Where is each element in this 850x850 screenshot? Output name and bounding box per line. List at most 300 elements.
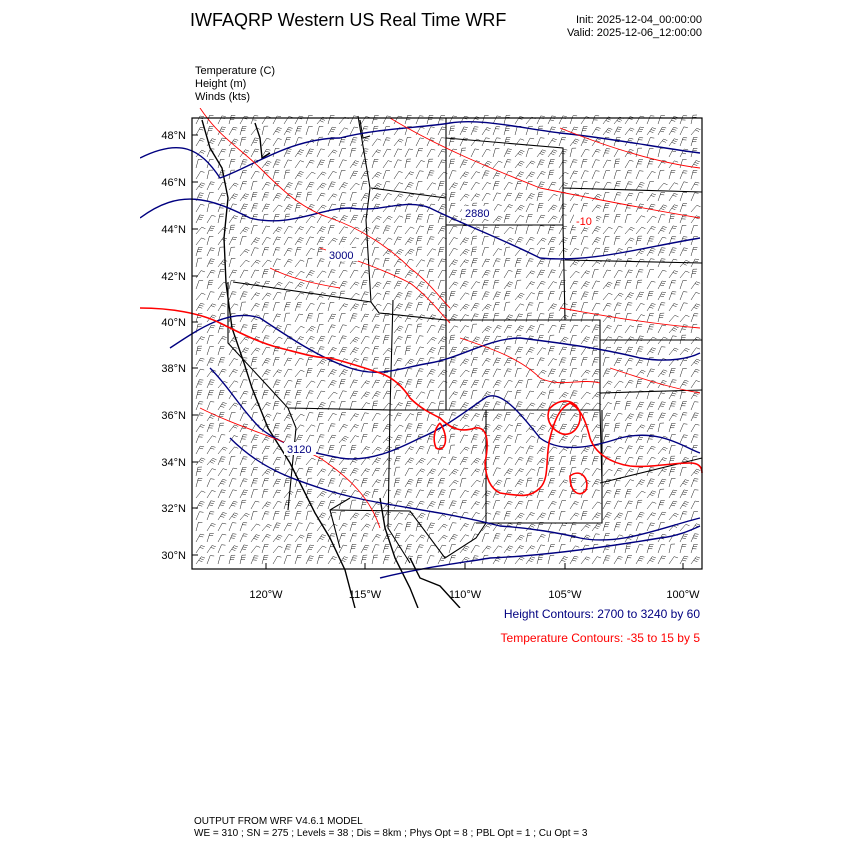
wind-barb bbox=[207, 446, 216, 454]
wind-barb bbox=[559, 457, 566, 466]
wind-barb bbox=[438, 501, 445, 510]
wind-barb bbox=[218, 358, 225, 366]
wind-barb bbox=[658, 127, 666, 135]
wind-barb bbox=[625, 313, 632, 322]
wind-barb bbox=[350, 148, 356, 157]
wind-barb bbox=[625, 523, 632, 531]
wind-barb bbox=[504, 347, 511, 355]
wind-barb bbox=[449, 534, 458, 542]
wind-barb bbox=[449, 369, 457, 377]
wind-barb bbox=[350, 161, 359, 168]
wind-barb bbox=[339, 304, 348, 311]
wind-barb bbox=[207, 490, 216, 498]
wind-barb bbox=[625, 501, 633, 509]
wind-barb bbox=[350, 544, 356, 553]
wind-barb bbox=[383, 380, 391, 388]
wind-barb bbox=[603, 533, 610, 542]
wind-barb bbox=[306, 237, 314, 245]
wind-barb bbox=[592, 205, 601, 212]
wind-barb bbox=[504, 469, 513, 476]
wind-barb bbox=[647, 544, 654, 553]
wind-barb bbox=[328, 150, 337, 157]
wind-barb bbox=[680, 390, 686, 399]
wind-barb bbox=[570, 139, 579, 146]
wind-barb bbox=[504, 247, 510, 256]
wind-barb bbox=[504, 380, 513, 388]
wind-barb bbox=[328, 115, 335, 124]
wind-barb bbox=[262, 479, 269, 488]
wind-barb bbox=[680, 380, 689, 388]
wind-barb bbox=[273, 501, 282, 509]
wind-barb bbox=[526, 237, 535, 245]
wind-barb bbox=[614, 447, 623, 454]
wind-barb bbox=[328, 194, 337, 201]
wind-barb bbox=[240, 260, 250, 267]
wind-barb bbox=[350, 436, 359, 443]
wind-barb bbox=[317, 555, 324, 564]
wind-barb bbox=[636, 171, 643, 179]
wind-barb bbox=[493, 468, 501, 476]
wind-barb bbox=[581, 480, 591, 487]
wind-barb bbox=[240, 204, 248, 212]
wind-barb bbox=[251, 324, 257, 333]
wind-barb bbox=[416, 138, 424, 146]
wind-barb bbox=[339, 149, 346, 158]
wind-barb bbox=[691, 557, 700, 564]
wind-barb bbox=[647, 457, 656, 465]
wind-barb bbox=[383, 544, 390, 553]
wind-barb bbox=[526, 478, 532, 487]
wind-barb bbox=[493, 325, 502, 333]
wind-barb bbox=[471, 172, 480, 179]
wind-barb bbox=[306, 336, 315, 344]
wind-barb bbox=[284, 556, 291, 565]
wind-barb bbox=[482, 128, 491, 136]
wind-barb bbox=[284, 259, 293, 267]
wind-barb bbox=[636, 324, 642, 333]
wind-barb bbox=[372, 226, 380, 234]
wind-barb bbox=[218, 346, 225, 355]
wind-barb bbox=[559, 490, 567, 498]
wind-barb bbox=[482, 193, 490, 201]
wind-barb bbox=[548, 447, 557, 454]
wind-barb bbox=[691, 128, 701, 135]
wind-barb bbox=[691, 469, 700, 476]
wind-barb bbox=[295, 511, 301, 520]
wind-barb bbox=[537, 458, 546, 465]
wind-barb bbox=[504, 214, 510, 223]
wind-barb bbox=[295, 227, 304, 234]
wind-barb bbox=[680, 281, 687, 290]
wind-barb bbox=[515, 161, 524, 168]
wind-barb bbox=[559, 369, 567, 377]
wind-barb bbox=[262, 325, 271, 333]
wind-barb bbox=[207, 280, 213, 289]
wind-barb bbox=[603, 259, 611, 267]
wind-barb bbox=[383, 193, 392, 201]
wind-barb bbox=[240, 534, 248, 542]
wind-barb bbox=[284, 313, 290, 322]
wind-barb bbox=[284, 511, 290, 520]
wind-barb bbox=[240, 249, 250, 256]
wind-barb bbox=[229, 115, 235, 124]
wind-barb bbox=[273, 401, 279, 410]
wind-barb bbox=[218, 336, 227, 344]
wind-barb bbox=[548, 258, 555, 267]
wind-barb bbox=[548, 479, 555, 488]
wind-barb bbox=[625, 446, 633, 454]
lon-label-120: 120°W bbox=[249, 589, 283, 601]
wind-barb bbox=[471, 414, 480, 422]
wind-barb bbox=[592, 171, 600, 179]
wind-barb bbox=[482, 304, 491, 311]
wind-barb bbox=[449, 434, 455, 443]
wind-barb bbox=[592, 303, 600, 311]
wind-barb bbox=[361, 413, 369, 421]
wind-barb bbox=[306, 326, 315, 333]
wind-barb bbox=[438, 280, 445, 289]
wind-barb bbox=[438, 247, 444, 256]
wind-barb bbox=[614, 501, 622, 509]
wind-barb bbox=[570, 171, 578, 179]
wind-barb bbox=[493, 127, 500, 135]
wind-barb bbox=[647, 523, 655, 531]
wind-barb bbox=[691, 225, 698, 234]
wind-barb bbox=[262, 303, 269, 311]
wind-barb bbox=[306, 545, 314, 553]
wind-barb bbox=[515, 546, 524, 553]
wind-barb bbox=[339, 281, 347, 289]
wind-barb bbox=[438, 479, 445, 488]
wind-barb bbox=[372, 259, 379, 267]
wind-barb bbox=[669, 139, 678, 146]
wind-barb bbox=[372, 436, 381, 444]
wind-barb bbox=[317, 359, 326, 366]
wind-barb bbox=[471, 368, 478, 377]
wind-barb bbox=[559, 116, 567, 124]
wind-barb bbox=[196, 271, 205, 278]
wind-barb bbox=[405, 369, 412, 377]
wind-barb bbox=[262, 446, 270, 454]
wind-barb bbox=[218, 523, 226, 531]
wind-barb bbox=[361, 347, 369, 355]
wind-barb bbox=[207, 192, 214, 201]
wind-barb bbox=[273, 160, 281, 168]
wind-barb bbox=[251, 204, 258, 212]
wind-barb bbox=[471, 480, 481, 487]
wind-barb bbox=[647, 468, 654, 476]
wind-barb bbox=[273, 237, 281, 245]
init-time: Init: 2025-12-04_00:00:00 bbox=[576, 14, 702, 26]
wind-barb bbox=[262, 403, 271, 411]
wind-barb bbox=[526, 413, 534, 421]
wind-barb bbox=[207, 170, 213, 179]
wind-barb bbox=[570, 260, 579, 267]
wind-barb bbox=[251, 445, 257, 454]
wind-barb bbox=[603, 556, 610, 564]
wind-barb bbox=[383, 357, 390, 366]
wind-barb bbox=[658, 413, 666, 421]
wind-barb bbox=[372, 458, 381, 465]
wind-barb bbox=[471, 236, 477, 245]
wind-barb bbox=[427, 511, 434, 520]
wind-barb bbox=[449, 457, 457, 465]
wind-barb bbox=[581, 447, 590, 454]
wind-barb bbox=[581, 303, 588, 312]
wind-barb bbox=[262, 138, 271, 146]
wind-barb bbox=[328, 314, 336, 322]
wind-barb bbox=[273, 138, 282, 146]
wind-barb bbox=[196, 478, 202, 487]
wind-barb bbox=[427, 391, 434, 400]
contour-label-3000: 3000 bbox=[329, 250, 354, 262]
wind-barb bbox=[251, 171, 259, 179]
wind-barb bbox=[460, 182, 468, 190]
wind-barb bbox=[636, 303, 645, 311]
wind-barb bbox=[361, 392, 370, 399]
wind-barb bbox=[515, 469, 524, 476]
wind-barb bbox=[328, 270, 336, 278]
height-contours bbox=[140, 122, 700, 578]
wind-barb bbox=[240, 182, 247, 191]
wind-barb bbox=[581, 348, 590, 356]
wind-barb bbox=[372, 534, 381, 542]
wind-barb bbox=[570, 314, 577, 323]
wind-barb bbox=[284, 402, 291, 410]
wind-barb bbox=[251, 248, 259, 256]
wind-barb bbox=[658, 370, 667, 377]
wind-barb bbox=[449, 226, 457, 234]
wind-barb bbox=[460, 281, 469, 289]
wind-barb bbox=[306, 270, 315, 278]
wind-barb bbox=[691, 237, 698, 246]
wind-barb bbox=[647, 194, 656, 201]
wind-barb bbox=[284, 369, 292, 377]
wind-barb bbox=[416, 392, 425, 399]
wind-barb bbox=[636, 216, 645, 223]
wind-barb bbox=[537, 534, 546, 542]
wind-barb bbox=[229, 412, 236, 421]
model-output-label: OUTPUT FROM WRF V4.6.1 MODEL bbox=[194, 816, 363, 827]
wind-barb bbox=[383, 161, 392, 168]
wind-barb bbox=[559, 436, 568, 444]
wind-barb bbox=[251, 489, 258, 498]
wind-barb bbox=[625, 457, 633, 465]
wind-barb bbox=[207, 226, 215, 234]
wind-barb bbox=[427, 348, 436, 356]
wind-barb bbox=[372, 325, 380, 333]
wind-barb bbox=[548, 325, 556, 333]
wind-barb bbox=[306, 126, 313, 135]
wind-barb bbox=[537, 380, 545, 388]
wind-barb bbox=[383, 512, 391, 520]
wind-barb bbox=[460, 380, 468, 388]
wind-barb bbox=[460, 478, 466, 487]
wind-barb bbox=[482, 270, 490, 278]
wind-barb bbox=[559, 172, 569, 179]
wind-barb bbox=[328, 392, 337, 399]
wind-barb bbox=[658, 402, 666, 410]
wind-barb bbox=[559, 412, 566, 421]
wind-barb bbox=[383, 335, 389, 344]
wind-barb bbox=[317, 126, 323, 135]
wind-barb bbox=[405, 380, 412, 388]
wind-barb bbox=[306, 368, 313, 377]
wind-barb bbox=[493, 414, 502, 421]
wind-barb bbox=[350, 326, 360, 333]
wind-barb bbox=[262, 524, 272, 531]
height-contour-legend: Height Contours: 2700 to 3240 by 60 bbox=[503, 607, 700, 621]
wind-barb bbox=[537, 392, 546, 399]
wind-barb bbox=[482, 171, 489, 179]
lat-label-36: 36°N bbox=[161, 410, 186, 422]
wind-barb bbox=[328, 424, 335, 432]
wind-barb bbox=[581, 357, 588, 366]
wind-barb bbox=[405, 172, 414, 179]
wind-barb bbox=[493, 369, 501, 377]
wind-barb bbox=[526, 194, 535, 202]
wind-barb bbox=[372, 358, 379, 367]
wind-barb bbox=[295, 555, 302, 564]
wind-barb bbox=[372, 380, 380, 388]
wind-barb bbox=[526, 326, 535, 334]
wind-barb bbox=[449, 392, 458, 399]
wind-barb bbox=[603, 303, 611, 311]
wind-barb bbox=[284, 500, 291, 509]
wind-barb bbox=[614, 523, 621, 532]
wind-barb bbox=[416, 478, 423, 487]
wind-barb bbox=[416, 116, 423, 124]
wind-barb bbox=[691, 544, 698, 553]
wind-barb bbox=[218, 457, 226, 465]
wind-barb bbox=[372, 468, 380, 476]
wind-barb bbox=[625, 358, 633, 366]
plot-title: IWFAQRP Western US Real Time WRF bbox=[190, 10, 507, 30]
wind-barb bbox=[273, 205, 282, 212]
wind-barb bbox=[372, 447, 381, 454]
wind-barb bbox=[493, 181, 500, 190]
wind-barb bbox=[262, 171, 269, 180]
wind-barb bbox=[196, 369, 204, 377]
wind-barb bbox=[262, 269, 269, 278]
wind-barb bbox=[350, 425, 359, 433]
wind-barb bbox=[295, 293, 304, 300]
wind-barb bbox=[581, 524, 591, 531]
wind-barb bbox=[647, 369, 655, 377]
wind-barb bbox=[438, 390, 445, 399]
wind-barb bbox=[581, 500, 588, 509]
wind-barb bbox=[658, 479, 666, 487]
wind-barb bbox=[339, 446, 346, 455]
wind-barb bbox=[658, 116, 665, 125]
wind-barb bbox=[515, 205, 524, 212]
wind-barb bbox=[240, 137, 246, 146]
wind-barb bbox=[537, 291, 543, 300]
wind-barb bbox=[449, 347, 457, 355]
wind-barb bbox=[581, 326, 590, 334]
wind-barb bbox=[482, 336, 490, 344]
wind-barb bbox=[207, 556, 214, 564]
wind-barb bbox=[405, 434, 412, 443]
wind-barb bbox=[218, 247, 224, 256]
wind-barb bbox=[669, 127, 678, 135]
wind-barb bbox=[537, 425, 546, 432]
wind-barb bbox=[570, 249, 579, 257]
wind-barb bbox=[284, 435, 291, 443]
wind-barb bbox=[207, 236, 213, 245]
wind-barb bbox=[581, 204, 588, 213]
wind-barb bbox=[493, 269, 500, 278]
wind-barb bbox=[339, 138, 346, 147]
wind-barb bbox=[251, 556, 258, 564]
wind-barb bbox=[361, 524, 370, 531]
wind-barb bbox=[504, 534, 512, 542]
wind-barb bbox=[515, 535, 524, 542]
wind-barb bbox=[537, 555, 543, 564]
wind-barb bbox=[614, 170, 621, 179]
wind-barb bbox=[405, 447, 414, 454]
wind-barb bbox=[559, 324, 566, 333]
wind-barb bbox=[592, 479, 601, 487]
wind-barb bbox=[405, 159, 411, 168]
wind-barb bbox=[438, 524, 447, 531]
wind-barb bbox=[240, 302, 246, 311]
wind-barb bbox=[251, 357, 257, 366]
wind-barb bbox=[526, 369, 534, 377]
wind-barb bbox=[372, 413, 381, 421]
wind-barb bbox=[394, 346, 401, 355]
wind-barb bbox=[460, 447, 469, 454]
wind-barb bbox=[394, 160, 402, 168]
wind-barb bbox=[361, 555, 367, 564]
wind-barb bbox=[405, 292, 412, 300]
wind-barb bbox=[218, 501, 226, 509]
wind-barb bbox=[471, 502, 480, 509]
wind-barb bbox=[295, 247, 302, 256]
wind-barb bbox=[317, 412, 324, 421]
wind-barb bbox=[537, 513, 546, 520]
wind-barb bbox=[471, 445, 477, 454]
wind-barb bbox=[262, 489, 268, 498]
wind-barb bbox=[372, 247, 379, 256]
wind-barb bbox=[361, 534, 368, 542]
wind-barb bbox=[526, 469, 535, 476]
wind-barb bbox=[416, 149, 423, 158]
wind-barb bbox=[207, 479, 215, 487]
wind-barb bbox=[240, 292, 248, 300]
wind-barb bbox=[306, 467, 313, 476]
wind-barb bbox=[515, 150, 524, 157]
wind-barb bbox=[306, 192, 312, 201]
wind-barb bbox=[669, 423, 676, 432]
wind-barb bbox=[482, 259, 490, 267]
wind-barb bbox=[504, 282, 513, 289]
wind-barb bbox=[581, 237, 588, 246]
wind-barb bbox=[405, 490, 412, 498]
wind-barb bbox=[581, 138, 589, 146]
wind-barb bbox=[493, 193, 501, 201]
wind-barb bbox=[196, 127, 204, 135]
wind-barb bbox=[207, 436, 216, 443]
wind-barb bbox=[559, 511, 565, 520]
wind-barb bbox=[251, 479, 258, 488]
wind-barb bbox=[504, 291, 511, 300]
wind-barb bbox=[295, 127, 302, 136]
wind-barb bbox=[317, 423, 324, 432]
wind-barb bbox=[482, 292, 490, 300]
field-winds: Winds (kts) bbox=[195, 91, 250, 103]
wind-barb bbox=[405, 194, 414, 201]
